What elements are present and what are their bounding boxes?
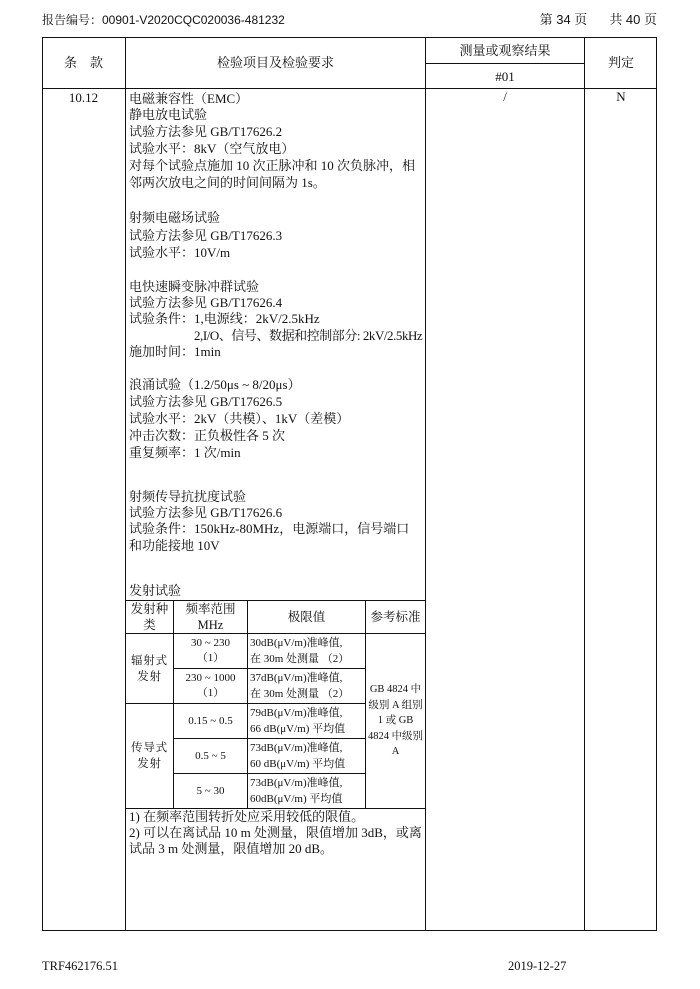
page-indicator	[540, 11, 657, 28]
reference-standard	[366, 634, 425, 808]
standard-line: GB 4824 中	[369, 684, 422, 696]
freq-line: 230 ~ 1000	[185, 672, 236, 684]
emission-table	[125, 600, 426, 809]
emission-title: 发射试验	[129, 582, 182, 598]
esd-level: 试验水平：8kV（空气放电）	[129, 140, 295, 156]
eft-condition: 试验条件：1,电源线：2kV/2.5kHz	[129, 311, 320, 327]
standard-line: A	[391, 746, 400, 758]
cs-section	[129, 489, 425, 554]
surge-title: 浪涌试验（1.2/50μs ~ 8/20μs）	[129, 376, 301, 392]
emission-header-type	[126, 601, 173, 633]
header-line: 参考标准	[370, 610, 421, 624]
type-line: 发射	[137, 758, 162, 770]
eft-condition: 2,I/O、信号、数据和控制部分: 2kV/2.5kHz	[194, 327, 423, 343]
standard-line: 4824 中级别	[367, 730, 424, 742]
limit-line: 在 30m 处测量 （2）	[250, 688, 350, 700]
surge-section	[129, 376, 425, 461]
esd-procedure: 邻两次放电之间的时间间隔为 1s。	[129, 174, 326, 190]
freq-range	[174, 669, 247, 703]
esd-method: 试验方法参见 GB/T17626.2	[129, 124, 283, 140]
limit-value	[248, 669, 365, 703]
freq-range	[174, 739, 247, 773]
col-header-clause: 条 款	[63, 55, 103, 70]
eft-duration: 施加时间：1min	[129, 344, 221, 360]
limit-line: 66 dB(μV/m) 平均值	[250, 723, 346, 735]
freq-range	[174, 704, 247, 738]
standard-line: 1 或 GB	[377, 715, 414, 727]
emc-title: 电磁兼容性（EMC）	[129, 90, 249, 106]
emission-type-radiated	[126, 634, 173, 703]
form-date: 2019-12-27	[508, 959, 567, 973]
limit-line: 60 dB(μV/m) 平均值	[250, 758, 346, 770]
col-header-verdict: 判定	[607, 55, 634, 70]
col-header-item: 检验项目及检验要求	[216, 55, 334, 70]
grid-line	[584, 37, 585, 931]
limit-line: 73dB(μV/m)准峰值,	[250, 777, 343, 789]
result-value: /	[503, 89, 507, 104]
type-line: 传导式	[131, 742, 168, 754]
header-line: 类	[143, 618, 156, 632]
rs-method: 试验方法参见 GB/T17626.3	[129, 227, 283, 243]
emission-notes	[129, 809, 425, 857]
cs-title: 射频传导抗扰度试验	[129, 488, 247, 504]
limit-value	[248, 739, 365, 773]
emission-header-freq	[174, 601, 247, 633]
eft-title: 电快速瞬变脉冲群试验	[129, 278, 260, 294]
surge-method: 试验方法参见 GB/T17626.5	[129, 393, 283, 409]
eft-section	[129, 279, 425, 360]
type-line: 发射	[137, 670, 162, 683]
cs-condition: 和功能接地 10V	[129, 537, 220, 553]
clause-number: 10.12	[68, 90, 99, 105]
rs-title: 射频电磁场试验	[129, 210, 221, 226]
freq-line: 0.15 ~ 0.5	[188, 714, 233, 727]
freq-line: 5 ~ 30	[196, 784, 225, 797]
freq-range	[174, 634, 247, 668]
note-line: 1) 在频率范围转折处应采用较低的限值。	[129, 809, 365, 824]
page-number: 第 34 页	[539, 12, 588, 27]
col-header-result: 测量或观察结果	[459, 42, 551, 58]
limit-line: 60dB(μV/m) 平均值	[250, 793, 343, 805]
freq-line: 30 ~ 230	[191, 637, 230, 649]
cs-condition: 试验条件：150kHz-80MHz，电源端口，信号端口	[129, 521, 410, 537]
rs-section	[129, 209, 425, 261]
emission-header-limit	[248, 601, 365, 633]
freq-line: （1）	[196, 652, 225, 664]
limit-line: 30dB(μV/m)准峰值,	[250, 637, 343, 649]
form-number: TRF462176.51	[42, 959, 119, 973]
header-line: MHz	[197, 618, 224, 632]
surge-count: 冲击次数：正负极性各 5 次	[129, 427, 286, 443]
limit-line: 79dB(μV/m)准峰值,	[250, 707, 343, 719]
note-line: 试品 3 m 处测量，限值增加 20 dB。	[129, 841, 334, 856]
verdict-value: N	[616, 89, 626, 104]
report-number: 报告编号：00901-V2020CQC020036-481232	[42, 13, 285, 27]
limit-value	[248, 704, 365, 738]
eft-method: 试验方法参见 GB/T17626.4	[129, 295, 283, 311]
limit-value	[248, 634, 365, 668]
freq-line: （1）	[196, 687, 225, 699]
limit-line: 在 30m 处测量 （2）	[250, 653, 350, 665]
esd-title: 静电放电试验	[129, 107, 208, 123]
standard-line: 级别 A 组别	[368, 699, 423, 711]
freq-line: 0.5 ~ 5	[195, 749, 226, 762]
header-line: 发射种	[130, 602, 169, 616]
emission-header-standard	[366, 601, 425, 633]
freq-range	[174, 774, 247, 808]
surge-level: 试验水平：2kV（共模）、1kV（差模）	[129, 410, 350, 426]
rs-level: 试验水平：10V/m	[129, 245, 231, 261]
test-table	[42, 37, 657, 931]
limit-line: 73dB(μV/m)准峰值,	[250, 742, 343, 754]
header-line: 频率范围	[185, 602, 236, 616]
type-line: 辐射式	[131, 654, 168, 667]
cs-method: 试验方法参见 GB/T17626.6	[129, 505, 283, 521]
limit-value	[248, 774, 365, 808]
emission-type-conducted	[126, 704, 173, 808]
note-line: 2) 可以在离试品 10 m 处测量，限值增加 3dB，或离	[129, 825, 422, 840]
emission-section	[129, 582, 425, 599]
header-line: 极限值	[287, 610, 326, 624]
limit-line: 37dB(μV/m)准峰值,	[250, 672, 343, 684]
esd-procedure: 对每个试验点施加 10 次正脉冲和 10 次负脉冲，相	[129, 157, 416, 173]
page-total: 共 40 页	[609, 12, 657, 27]
col-header-sample: #01	[495, 68, 515, 84]
esd-section	[129, 91, 425, 192]
surge-rate: 重复频率：1 次/min	[129, 444, 241, 460]
